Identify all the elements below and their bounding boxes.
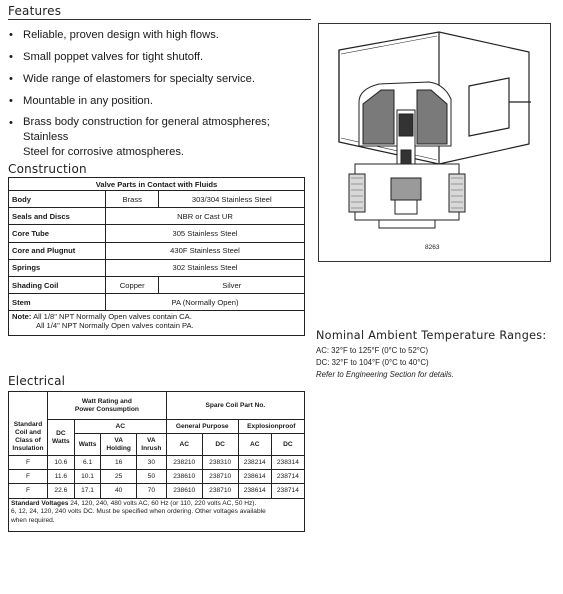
temperature-ac: AC: 32°F to 125°F (0°C to 52°C) — [316, 346, 429, 355]
solenoid-valve-drawing — [319, 24, 550, 261]
electrical-title: Electrical — [8, 374, 66, 388]
va-holding-header: VA Holding — [101, 434, 137, 456]
ac-group-header: AC — [74, 420, 166, 434]
construction-table — [8, 177, 305, 336]
bullet-icon: • — [9, 29, 13, 41]
bullet-icon: • — [9, 73, 13, 85]
table-row: Stem PA (Normally Open) — [9, 294, 305, 311]
table-row: Seals and Discs NBR or Cast UR — [9, 208, 305, 225]
construction-title: Construction — [8, 162, 87, 176]
gp-dc-header: DC — [202, 434, 238, 456]
table-row: Springs 302 Stainless Steel — [9, 259, 305, 276]
temperature-dc: DC: 32°F to 104°F (0°C to 40°C) — [316, 358, 429, 367]
spare-coil-header: Spare Coil Part No. — [166, 392, 304, 420]
features-rule — [8, 19, 311, 20]
bullet-icon: • — [9, 51, 13, 63]
temperature-reference: Refer to Engineering Section for details. — [316, 370, 454, 379]
watts-header: Watts — [74, 434, 101, 456]
construction-header: Valve Parts in Contact with Fluids — [9, 178, 305, 191]
electrical-note: Standard Voltages 24, 120, 240, 480 volts AC, 60 Hz (or 110, 220 volts AC, 50 Hz). 6, 12, 24, 120, 240 volts DC. Must be specified when ordering. Other voltages available when required. — [9, 498, 305, 531]
table-row: F 10.6 6.1 16 30 238210 238310 238214 238314 — [9, 456, 305, 470]
table-row: Body Brass 303/304 Stainless Steel — [9, 191, 305, 208]
explosionproof-header: Explosionproof — [238, 420, 304, 434]
feature-item: • Wide range of elastomers for specialty service. — [8, 68, 313, 90]
watt-header: Watt Rating and Power Consumption — [48, 392, 167, 420]
table-row: Shading Coil Copper Silver — [9, 276, 305, 293]
features-title: Features — [8, 4, 62, 18]
table-row: F 11.6 10.1 25 50 238610 238710 238614 238714 — [9, 470, 305, 484]
electrical-table — [8, 391, 305, 532]
table-row: Core and Plugnut 430F Stainless Steel — [9, 242, 305, 259]
table-row: F 22.6 17.1 40 70 238610 238710 238614 238714 — [9, 484, 305, 498]
feature-item: • Mountable in any position. — [8, 90, 313, 112]
construction-note: Note: All 1/8" NPT Normally Open valves contain CA. All 1/4" NPT Normally Open valves contain PA. — [9, 311, 305, 336]
feature-item: • Reliable, proven design with high flows. — [8, 24, 313, 46]
ep-ac-header: AC — [238, 434, 271, 456]
features-list — [8, 24, 313, 160]
bullet-icon: • — [9, 117, 13, 129]
gp-ac-header: AC — [166, 434, 202, 456]
valve-diagram — [318, 23, 551, 262]
feature-item: • Small poppet valves for tight shutoff. — [8, 46, 313, 68]
bullet-icon: • — [9, 95, 13, 107]
general-purpose-header: General Purpose — [166, 420, 238, 434]
feature-item: • Brass body construction for general atmospheres; Stainless Steel for corrosive atmospheres. — [8, 115, 313, 160]
figure-label: 8263 — [425, 244, 440, 251]
ep-dc-header: DC — [271, 434, 304, 456]
table-row: Core Tube 305 Stainless Steel — [9, 225, 305, 242]
va-inrush-header: VA Inrush — [136, 434, 166, 456]
temperature-title: Nominal Ambient Temperature Ranges: — [316, 329, 547, 342]
std-coil-header: Standard Coil and Class of Insulation — [9, 392, 48, 456]
dc-watts-header: DC Watts — [48, 420, 75, 456]
